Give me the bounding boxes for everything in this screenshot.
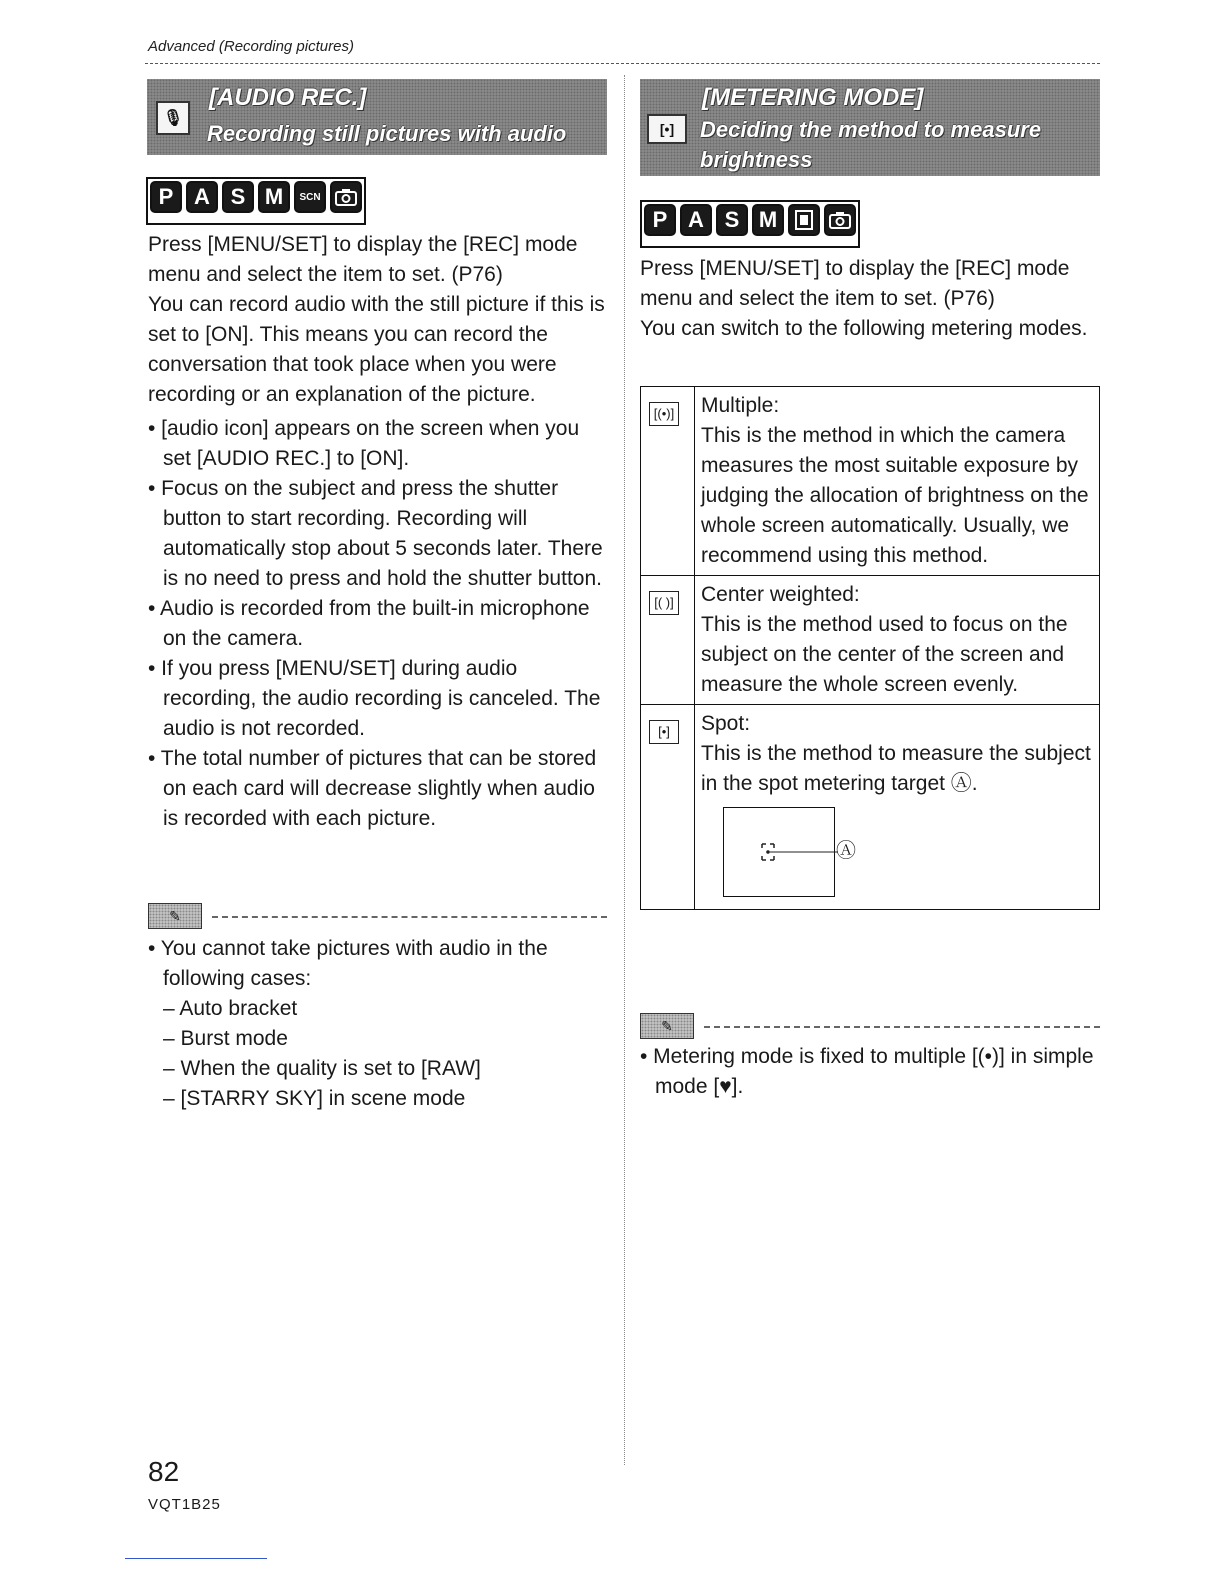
- note-item: • You cannot take pictures with audio in the following cases:: [148, 937, 548, 990]
- metering-intro-line: You can switch to the following metering modes.: [640, 317, 1088, 340]
- table-row: [641, 387, 1100, 576]
- mode-icons-left: [146, 177, 366, 225]
- spot-target-label: Ⓐ: [836, 840, 856, 862]
- running-header: Advanced (Recording pictures): [148, 38, 354, 55]
- footer-link-rule: [125, 1558, 267, 1559]
- shutter-mode-icon: S: [222, 181, 254, 213]
- camera-icon: [330, 181, 362, 213]
- mode-description: This is the method to measure the subject in the spot metering target Ⓐ.: [701, 742, 1091, 795]
- note-icon: ✎: [148, 903, 202, 929]
- audio-rec-banner: [147, 79, 607, 155]
- mode-title: Multiple:: [701, 394, 780, 417]
- mode-icons-right: [640, 200, 860, 248]
- program-mode-icon: P: [644, 204, 676, 236]
- mode-title: Spot:: [701, 712, 751, 735]
- table-cell: [695, 576, 1100, 705]
- note-subitem: – Burst mode: [163, 1027, 288, 1050]
- mode-description: This is the method used to focus on the subject on the center of the screen and measure the whole screen evenly.: [701, 613, 1068, 696]
- metering-intro-line: Press [MENU/SET] to display the [REC] mode menu and select the item to set. (P76): [640, 257, 1070, 310]
- microphone-icon: 🎙: [156, 101, 190, 135]
- note-divider: [212, 916, 607, 918]
- mode-title: Center weighted:: [701, 583, 860, 606]
- mode-description: This is the method in which the camera measures the most suitable exposure by judging the allocation of brightness on the whole screen automatically. Usually, we recommend using this method.: [701, 424, 1089, 567]
- list-item: • Focus on the subject and press the shutter button to start recording. Recording will automatically stop about 5 seconds later. There is no need to press and hold the shutter button.: [148, 477, 603, 590]
- table-cell: [641, 705, 695, 910]
- table-row: [641, 576, 1100, 705]
- table-cell: [695, 387, 1100, 576]
- note-subitem: – [STARRY SKY] in scene mode: [163, 1087, 466, 1110]
- list-item: • [audio icon] appears on the screen when you set [AUDIO REC.] to [ON].: [148, 417, 580, 470]
- page-number: 82: [148, 1456, 180, 1487]
- motion-picture-icon: [788, 204, 820, 236]
- list-item: • If you press [MENU/SET] during audio recording, the audio recording is canceled. The audio is not recorded.: [148, 657, 601, 740]
- document-code: VQT1B25: [148, 1496, 221, 1513]
- table-row: [641, 705, 1100, 910]
- note-icon: ✎: [640, 1013, 694, 1039]
- metering-modes-table: [640, 386, 1100, 910]
- note-subitem: – Auto bracket: [163, 997, 298, 1020]
- shutter-mode-icon: S: [716, 204, 748, 236]
- center-weighted-icon: [( )]: [649, 591, 679, 615]
- camera-icon: [824, 204, 856, 236]
- aperture-mode-icon: A: [680, 204, 712, 236]
- table-cell: [641, 576, 695, 705]
- metering-mode-title: [METERING MODE]: [702, 84, 924, 111]
- audio-rec-title: [AUDIO REC.]: [209, 84, 367, 111]
- audio-rec-body: [148, 230, 608, 834]
- spot-target-diagram: [723, 807, 856, 897]
- note-divider: [704, 1026, 1100, 1028]
- spot-metering-icon: [•]: [649, 720, 679, 744]
- note-item: • Metering mode is fixed to multiple [(•)] in simple mode [♥].: [640, 1045, 1094, 1098]
- table-cell: [695, 705, 1100, 910]
- table-cell: [641, 387, 695, 576]
- list-item: • The total number of pictures that can be stored on each card will decrease slightly when audio is recorded with each picture.: [148, 747, 597, 830]
- scene-mode-icon: SCN: [294, 181, 326, 213]
- metering-icon: [•]: [647, 114, 687, 144]
- note-subitem: – When the quality is set to [RAW]: [163, 1057, 481, 1080]
- metering-intro: [640, 254, 1100, 344]
- audio-intro-line: You can record audio with the still picture if this is set to [ON]. This means you can record the conversation that took place when you were recording or an explanation of the picture.: [148, 293, 605, 406]
- column-divider: [624, 75, 625, 1465]
- metering-note-body: [640, 1042, 1100, 1102]
- audio-intro-line: Press [MENU/SET] to display the [REC] mode menu and select the item to set. (P76): [148, 233, 578, 286]
- metering-mode-subtitle: Deciding the method to measure brightness: [700, 117, 1042, 172]
- aperture-mode-icon: A: [186, 181, 218, 213]
- list-item: • Audio is recorded from the built-in microphone on the camera.: [148, 597, 590, 650]
- audio-note-body: [148, 934, 608, 1114]
- metering-mode-banner: [640, 79, 1100, 176]
- audio-rec-subtitle: Recording still pictures with audio: [207, 121, 567, 146]
- manual-mode-icon: M: [752, 204, 784, 236]
- program-mode-icon: P: [150, 181, 182, 213]
- header-rule: [145, 63, 1100, 64]
- multiple-metering-icon: [(•)]: [649, 402, 679, 426]
- manual-mode-icon: M: [258, 181, 290, 213]
